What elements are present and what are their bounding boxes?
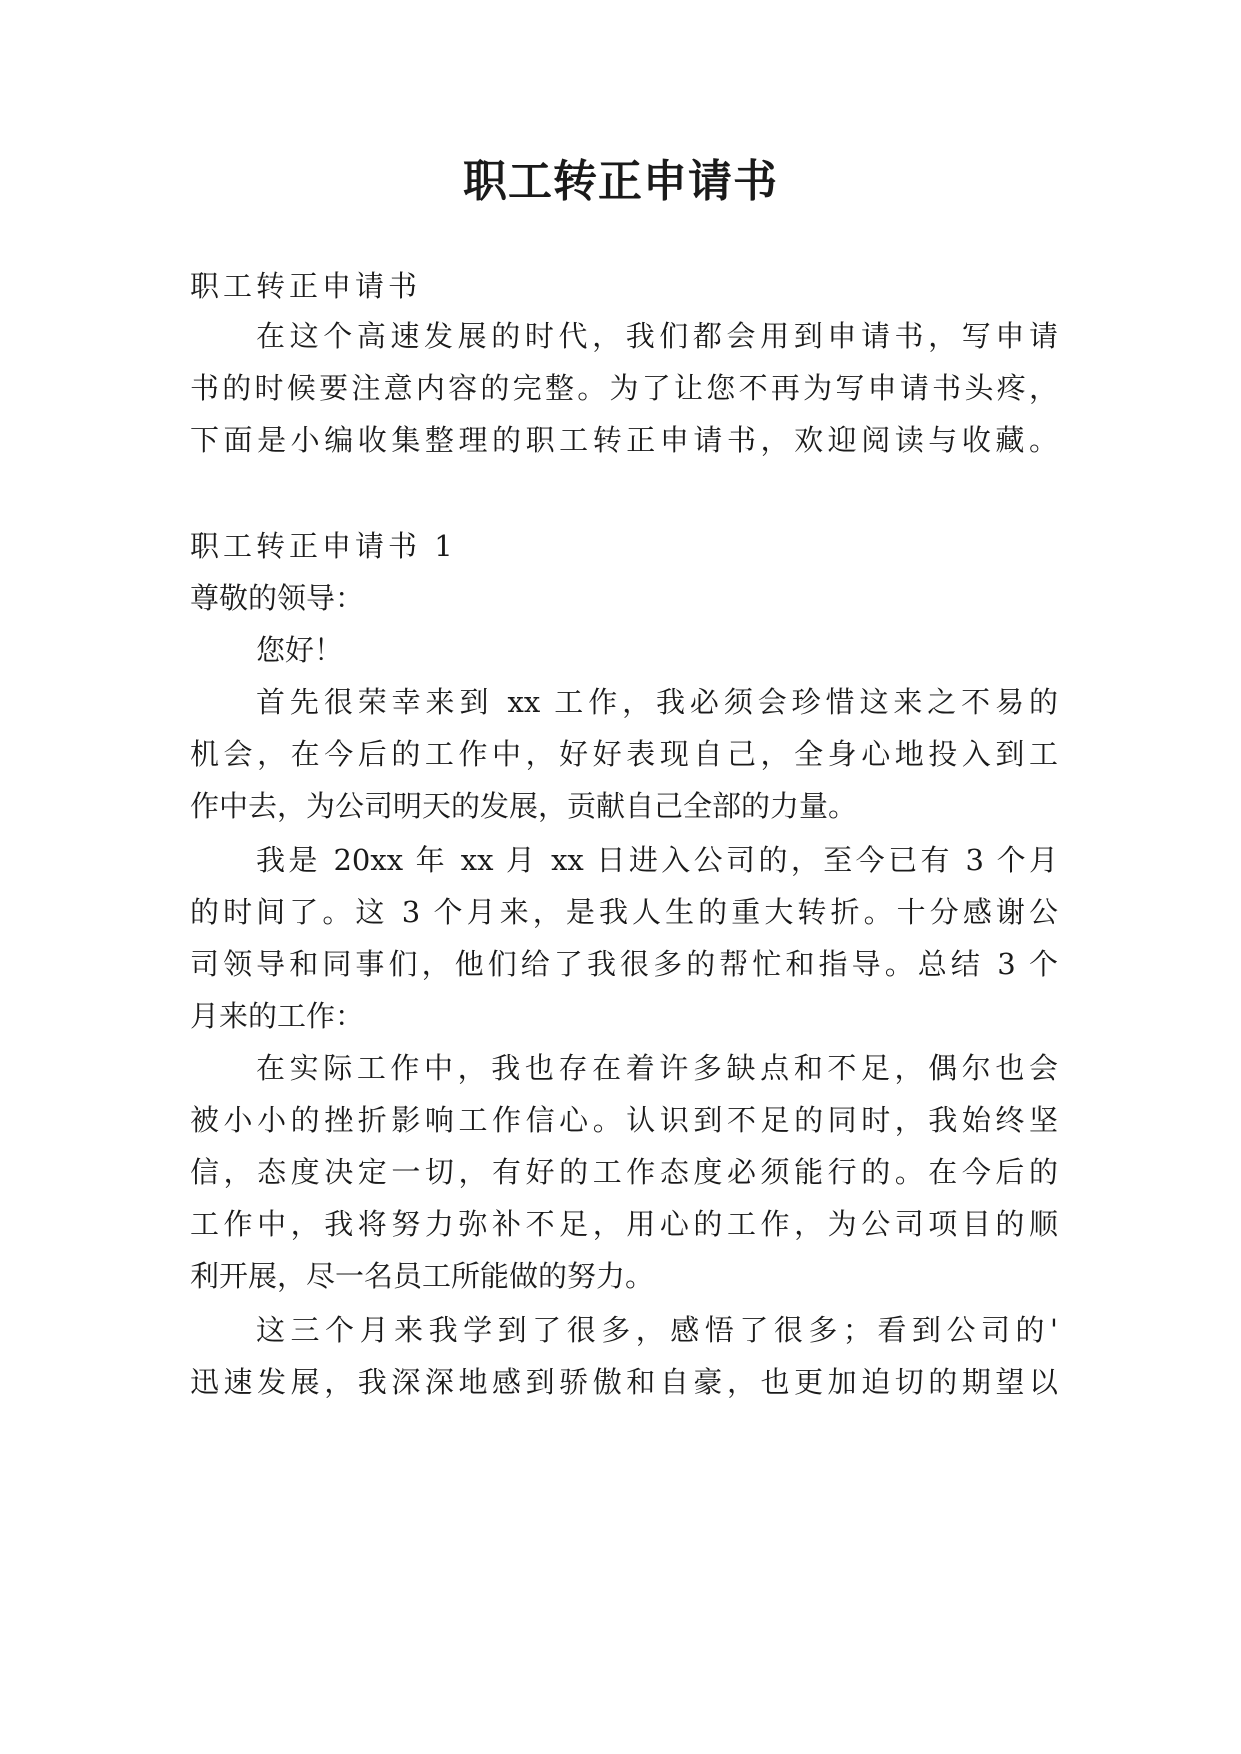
paragraph-line: 我是 20xx 年 xx 月 xx 日进入公司的，至今已有 3 个月	[256, 843, 1058, 877]
paragraph-line: 被小小的挫折影响工作信心。认识到不足的同时，我始终坚	[190, 1103, 1058, 1137]
greeting: 您好！	[256, 633, 344, 667]
paragraph-line: 工作中，我将努力弥补不足，用心的工作，为公司项目的顺	[190, 1207, 1058, 1241]
paragraph-line: 迅速发展，我深深地感到骄傲和自豪，也更加迫切的期望以	[190, 1365, 1058, 1399]
paragraph-line: 利开展，尽一名员工所能做的努力。	[190, 1259, 655, 1293]
paragraph-line: 首先很荣幸来到 xx 工作，我必须会珍惜这来之不易的	[256, 685, 1058, 719]
intro-line: 下面是小编收集整理的职工转正申请书，欢迎阅读与收藏。	[190, 423, 1058, 457]
paragraph-line: 司领导和同事们，他们给了我很多的帮忙和指导。总结 3 个	[190, 947, 1058, 981]
paragraph-line: 机会，在今后的工作中，好好表现自己，全身心地投入到工	[190, 737, 1058, 771]
intro-line: 书的时候要注意内容的完整。为了让您不再为写申请书头疼，	[190, 371, 1058, 405]
section-heading: 职工转正申请书 1	[190, 529, 457, 563]
paragraph-line: 月来的工作：	[190, 999, 365, 1033]
paragraph-line: 作中去，为公司明天的发展，贡献自己全部的力量。	[190, 789, 858, 823]
intro-line: 在这个高速发展的时代，我们都会用到申请书，写申请	[256, 319, 1058, 353]
document-subtitle: 职工转正申请书	[190, 269, 422, 303]
paragraph-line: 这三个月来我学到了很多，感悟了很多；看到公司的'	[256, 1313, 1058, 1347]
paragraph-line: 的时间了。这 3 个月来，是我人生的重大转折。十分感谢公	[190, 895, 1058, 929]
document-title: 职工转正申请书	[463, 156, 778, 207]
paragraph-line: 信，态度决定一切，有好的工作态度必须能行的。在今后的	[190, 1155, 1058, 1189]
salutation: 尊敬的领导：	[190, 581, 365, 615]
paragraph-line: 在实际工作中，我也存在着许多缺点和不足，偶尔也会	[256, 1051, 1058, 1085]
